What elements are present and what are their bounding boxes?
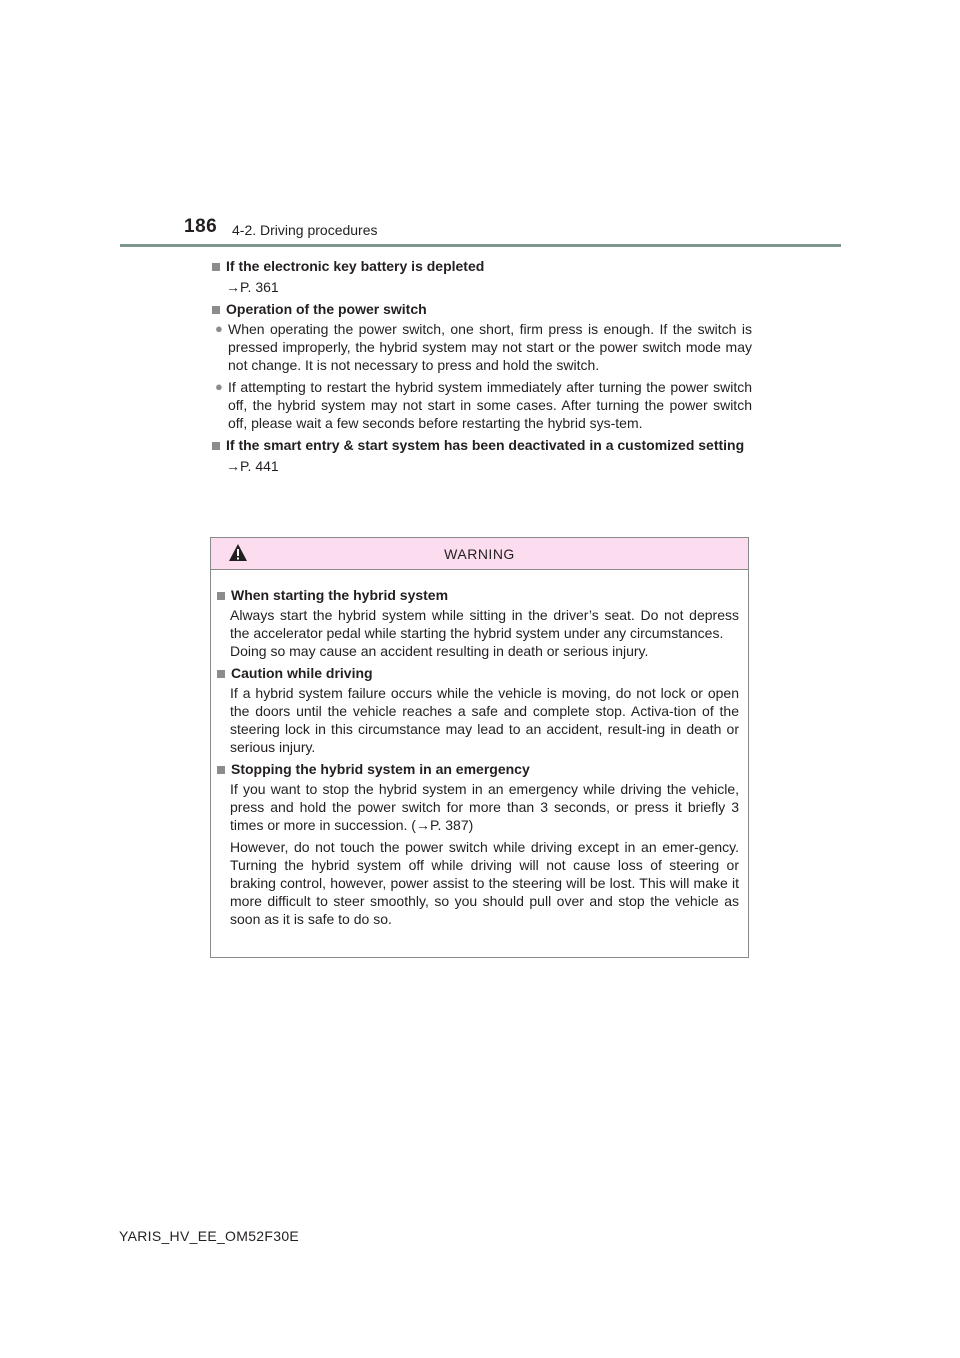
warning-triangle-icon: [228, 543, 248, 562]
warning-header: [211, 538, 748, 570]
warning-paragraph: If you want to stop the hybrid system in an emergency while driving the vehicle, press and hold the power switch for more than 3 seconds, or press it briefly 3 times or more in succession. (→P. 387): [230, 781, 739, 833]
page-reference: →P. 441: [226, 458, 279, 474]
section-heading: Operation of the power switch: [212, 300, 752, 318]
warning-paragraph: If a hybrid system failure occurs while the vehicle is moving, do not lock or open the doors until the vehicle reaches a safe and complete stop. Activa-tion of the steering lock in this circumstance may lead to an accident, result-ing in death or serious injury.: [230, 685, 739, 755]
warning-item-heading: When starting the hybrid system: [217, 586, 739, 604]
circle-bullet-icon: ●: [215, 321, 223, 336]
list-item: ● If attempting to restart the hybrid system immediately after turning the power switch off, the hybrid system may not start in some cases. After turning the power switch off, please wait a few seconds before restarting the hybrid sys-tem.: [215, 379, 752, 431]
warning-paragraph: Always start the hybrid system while sitting in the driver’s seat. Do not depress the accelerator pedal while starting the hybrid system under any circumstances.: [230, 607, 739, 641]
header-rule: [120, 244, 841, 247]
square-bullet-icon: [217, 586, 231, 604]
section-heading: If the smart entry & start system has been deactivated in a customized setting: [212, 436, 752, 454]
page-reference: →P. 361: [226, 279, 279, 295]
square-bullet-icon: [212, 436, 226, 454]
square-bullet-icon: [212, 257, 226, 275]
warning-body: [211, 570, 748, 928]
section-heading: If the electronic key battery is depleted: [212, 257, 752, 275]
warning-paragraph: However, do not touch the power switch while driving except in an emer-gency. Turning the hybrid system off while driving will not cause loss of steering or braking control, however, power assist to the steering will be lost. This will make it more difficult to steer smoothly, so you should pull over and stop the vehicle as soon as it is safe to do so.: [230, 839, 739, 927]
warning-item-heading: Caution while driving: [217, 664, 739, 682]
warning-paragraph: Doing so may cause an accident resulting in death or serious injury.: [230, 643, 649, 659]
list-item: ● When operating the power switch, one short, firm press is enough. If the switch is pressed improperly, the hybrid system may not start or the power switch mode may not change. It is not necessary to press and hold the switch.: [215, 321, 752, 373]
main-content: [212, 254, 752, 479]
square-bullet-icon: [212, 300, 226, 318]
warning-item-heading: Stopping the hybrid system in an emergency: [217, 760, 739, 778]
section-title: 4-2. Driving procedures: [232, 222, 378, 238]
warning-label: WARNING: [444, 545, 515, 562]
circle-bullet-icon: ●: [215, 379, 223, 394]
warning-box: [210, 537, 749, 958]
document-code: YARIS_HV_EE_OM52F30E: [119, 1228, 300, 1244]
square-bullet-icon: [217, 760, 231, 778]
square-bullet-icon: [217, 664, 231, 682]
page-number: 186: [184, 216, 218, 237]
